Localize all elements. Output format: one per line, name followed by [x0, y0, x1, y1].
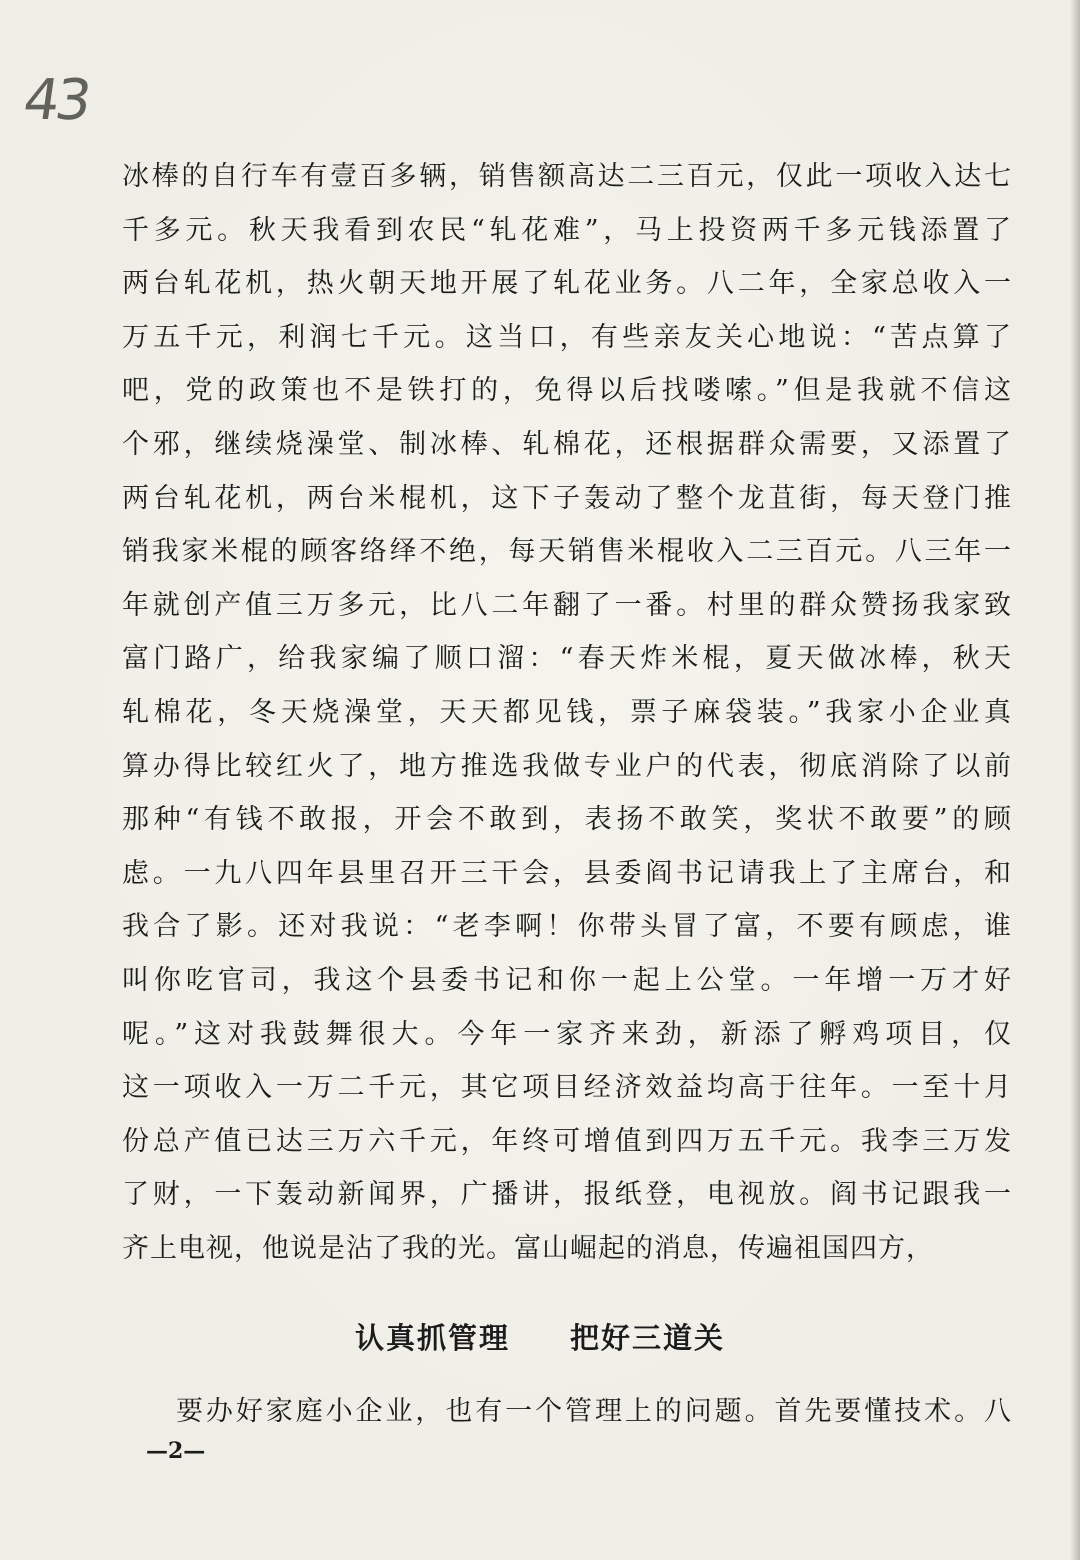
text-line: 份总产值已达三万六千元，年终可增值到四万五千元。我李三万发	[122, 1125, 1012, 1157]
text-line: 千多元。秋天我看到农民“轧花难”，马上投资两千多元钱添置了	[122, 214, 1012, 246]
text-line: 年就创产值三万多元，比八二年翻了一番。村里的群众赞扬我家致	[122, 589, 1012, 621]
text-line: 轧棉花，冬天烧澡堂，天天都见钱，票子麻袋装。”我家小企业真	[122, 696, 1012, 728]
section-heading	[0, 1316, 1080, 1357]
section-heading-part1: 认真抓管理	[354, 1321, 510, 1355]
text-line: 吧，党的政策也不是铁打的，免得以后找喽嗦。”但是我就不信这	[122, 375, 1012, 407]
text-line: 个邪，继续烧澡堂、制冰棒、轧棉花，还根据群众需要，又添置了	[122, 428, 1012, 460]
text-line: 我合了影。还对我说：“老李啊！你带头冒了富，不要有顾虑，谁	[122, 911, 1012, 943]
text-line: 算办得比较红火了，地方推选我做专业户的代表，彻底消除了以前	[122, 750, 1012, 782]
page-number: —2—	[146, 1438, 206, 1464]
body-text	[122, 150, 1012, 1275]
text-line: 销我家米棍的顾客络绎不绝，每天销售米棍收入二三百元。八三年一	[122, 536, 1012, 568]
text-line: 那种“有钱不敢报，开会不敢到，表扬不敢笑，奖状不敢要”的顾	[122, 804, 1012, 836]
text-line: 了财，一下轰动新闻界，广播讲，报纸登，电视放。阎书记跟我一	[122, 1179, 1012, 1211]
text-line: 万五千元，利润七千元。这当口，有些亲友关心地说：“苦点算了	[122, 321, 1012, 353]
text-line: 两台轧花机，热火朝天地开展了轧花业务。八二年，全家总收入一	[122, 268, 1012, 300]
section-heading-part2: 把好三道关	[570, 1321, 726, 1355]
text-line: 冰棒的自行车有壹百多辆，销售额高达二三百元，仅此一项收入达七	[122, 161, 1012, 192]
handwritten-page-annotation: 43	[19, 68, 92, 133]
text-line: 富门路广，给我家编了顺口溜：“春天炸米棍，夏天做冰棒，秋天	[122, 643, 1012, 675]
paragraph-first-line: 要办好家庭小企业，也有一个管理上的问题。首先要懂技术。八	[176, 1396, 1012, 1427]
text-line: 呢。”这对我鼓舞很大。今年一家齐来劲，新添了孵鸡项目，仅	[122, 1018, 1012, 1050]
text-line: 这一项收入一万二千元，其它项目经济效益均高于往年。一至十月	[122, 1072, 1012, 1104]
text-line: 虑。一九八四年县里召开三干会，县委阎书记请我上了主席台，和	[122, 857, 1012, 889]
text-line: 齐上电视，他说是沾了我的光。富山崛起的消息，传遍祖国四方，	[122, 1232, 934, 1264]
text-line: 两台轧花机，两台米棍机，这下子轰动了整个龙苴街，每天登门推	[122, 482, 1012, 514]
text-line: 叫你吃官司，我这个县委书记和你一起上公堂。一年增一万才好	[122, 964, 1012, 996]
